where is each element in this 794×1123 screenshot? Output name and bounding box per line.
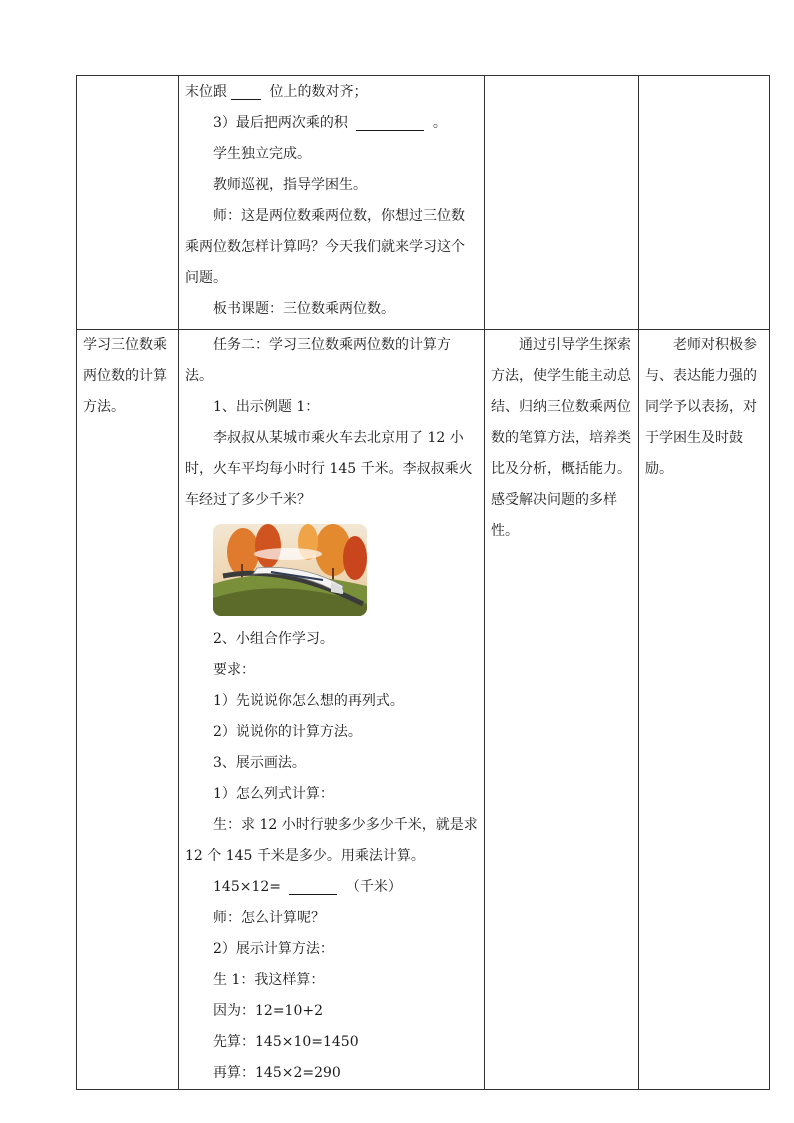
lesson-plan-table <box>76 75 770 1090</box>
teacher-patrol-line: 教师巡视，指导学困生。 <box>213 177 367 193</box>
student-one-line: 生 1：我这样算： <box>213 972 325 988</box>
text-fragment: 3）最后把两次乘的积 <box>213 115 348 131</box>
how-line: 1）怎么列式计算： <box>213 786 334 802</box>
step-three-line <box>185 108 478 139</box>
evaluation-text: 老师对积极参与、表达能力强的同学予以表扬，对于学困生及时鼓励。 <box>645 337 757 477</box>
show-method-line: 2）展示计算方法： <box>213 941 334 957</box>
text-fragment: （千米） <box>345 879 402 895</box>
fill-blank <box>231 85 261 100</box>
requirement-label: 要求： <box>213 662 255 678</box>
train-illustration <box>213 524 367 616</box>
second-step-line: 再算：145×2=290 <box>213 1065 341 1081</box>
align-line <box>185 77 478 108</box>
requirement-2: 2）说说你的计算方法。 <box>213 724 362 740</box>
fill-blank <box>289 880 337 895</box>
teacher-question: 师：怎么计算呢？ <box>213 910 325 926</box>
activity-cell <box>179 76 485 330</box>
equation-line <box>185 872 478 903</box>
fill-blank <box>356 116 424 131</box>
first-step-line: 先算：145×10=1450 <box>213 1034 359 1050</box>
independent-work-line: 学生独立完成。 <box>213 146 311 162</box>
text-fragment: 位上的数对齐； <box>269 84 368 100</box>
stage-cell-empty <box>77 76 179 330</box>
evaluation-cell <box>639 330 770 1090</box>
text-fragment: 。 <box>432 115 447 131</box>
train-image <box>213 524 367 616</box>
design-intent-cell <box>485 330 639 1090</box>
example-title: 1、出示例题 1： <box>213 399 320 415</box>
task-line: 任务二：学习三位数乘两位数的计算方法。 <box>185 337 451 384</box>
activity-cell <box>179 330 485 1090</box>
because-line: 因为：12=10+2 <box>213 1003 323 1019</box>
stage-label: 学习三位数乘两位数的计算方法。 <box>83 337 167 415</box>
stage-cell <box>77 330 179 1090</box>
student-answer: 生：求 12 小时行驶多少多少千米，就是求 12 个 145 千米是多少。用乘法计算。 <box>185 817 478 864</box>
show-line: 3、展示画法。 <box>213 755 306 771</box>
board-title-line: 板书课题：三位数乘两位数。 <box>213 301 395 317</box>
example-problem: 李叔叔从某城市乘火车去北京用了 12 小时，火车平均每小时行 145 千米。李叔叔乘火车经过了多少千米？ <box>185 430 473 508</box>
teacher-question-paragraph: 师：这是两位数乘两位数，你想过三位数乘两位数怎样计算吗？今天我们就来学习这个问题。 <box>185 208 465 286</box>
design-intent-text: 通过引导学生探索方法，使学生能主动总结、归纳三位数乘两位数的笔算方法，培养类比及分析，概括能力。感受解决问题的多样性。 <box>491 337 631 539</box>
table-row <box>77 76 770 330</box>
text-fragment: 145×12= <box>213 879 281 895</box>
group-study-line: 2、小组合作学习。 <box>213 631 334 647</box>
design-intent-cell-empty <box>485 76 639 330</box>
table-row <box>77 330 770 1090</box>
requirement-1: 1）先说说你怎么想的再列式。 <box>213 693 404 709</box>
text-fragment: 末位跟 <box>185 84 227 100</box>
evaluation-cell-empty <box>639 76 770 330</box>
